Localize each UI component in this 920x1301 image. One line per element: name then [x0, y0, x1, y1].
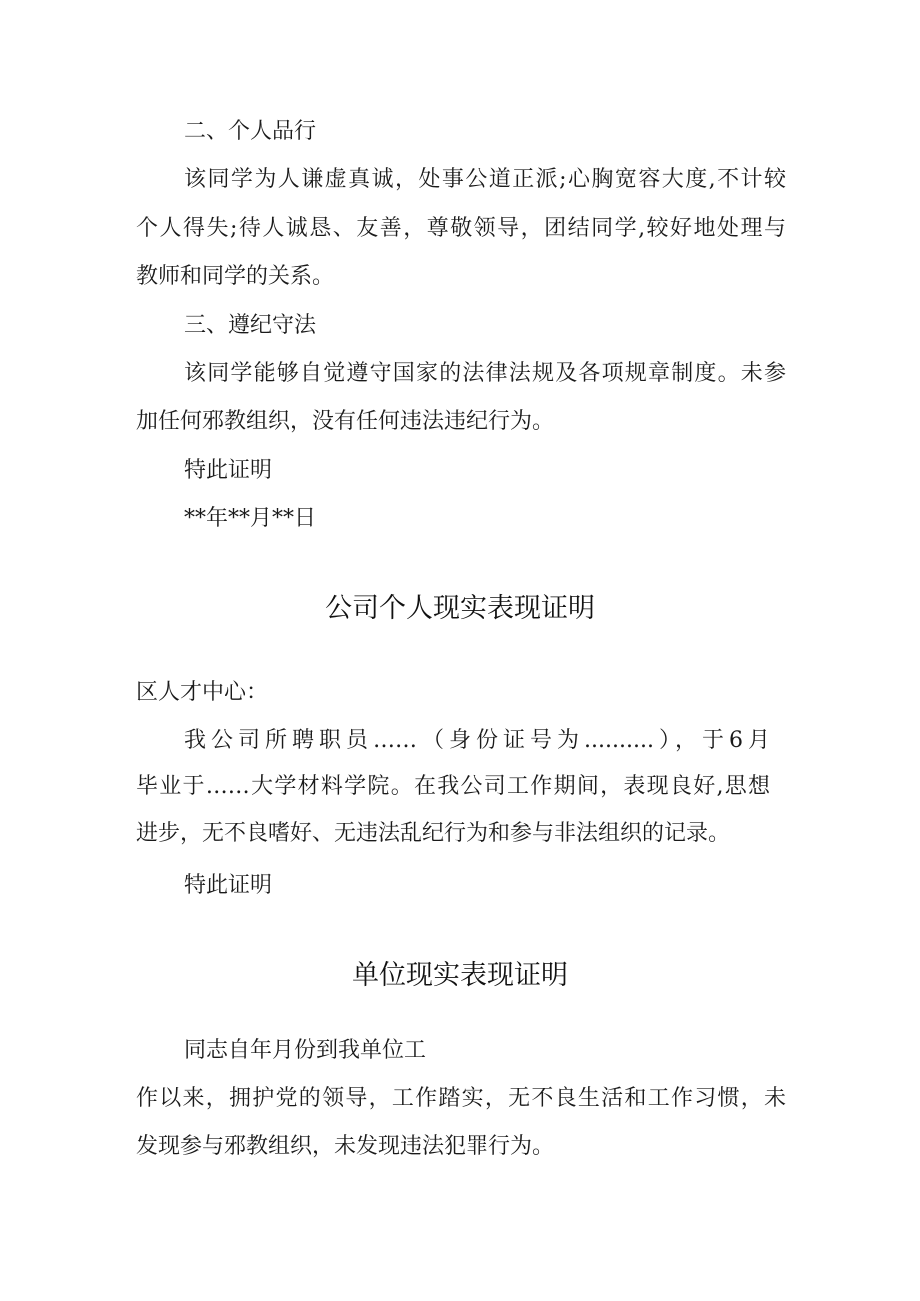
closing-text: 特此证明 [184, 873, 273, 898]
paragraph-line: 教师和同学的关系。 [136, 264, 335, 289]
recipient-line: 区人才中心： [136, 680, 269, 705]
date-text: **年**月**日 [184, 506, 317, 531]
heading-law-abiding: 三、遵纪守法 [184, 313, 317, 338]
section-title-company-certificate: 公司个人现实表现证明 [325, 593, 595, 624]
paragraph-line: 发现参与邪教组织，未发现违法犯罪行为。 [136, 1134, 555, 1159]
paragraph-line: 该同学能够自觉遵守国家的法律法规及各项规章制度。未参 [184, 361, 786, 386]
paragraph-line: 个人得失;待人诚恳、友善，尊敬领导，团结同学,较好地处理与 [136, 216, 786, 241]
paragraph-line: 我公司所聘职员……（身份证号为..........），于6月 [184, 728, 770, 753]
paragraph-line: 进步，无不良嗜好、无违法乱纪行为和参与非法组织的记录。 [136, 821, 731, 846]
paragraph-line: 加任何邪教组织，没有任何违法违纪行为。 [136, 409, 555, 434]
section-title-unit-certificate: 单位现实表现证明 [352, 960, 568, 991]
paragraph-line: 毕业于……大学材料学院。在我公司工作期间，表现良好,思想 [136, 774, 770, 799]
paragraph-line: 同志自年月份到我单位工 [184, 1038, 427, 1063]
closing-text: 特此证明 [184, 458, 273, 483]
heading-personal-conduct: 二、个人品行 [184, 119, 317, 144]
paragraph-line: 作以来，拥护党的领导，工作踏实，无不良生活和工作习惯，未 [136, 1086, 786, 1111]
paragraph-line: 该同学为人谦虚真诚，处事公道正派;心胸宽容大度,不计较 [184, 167, 786, 192]
